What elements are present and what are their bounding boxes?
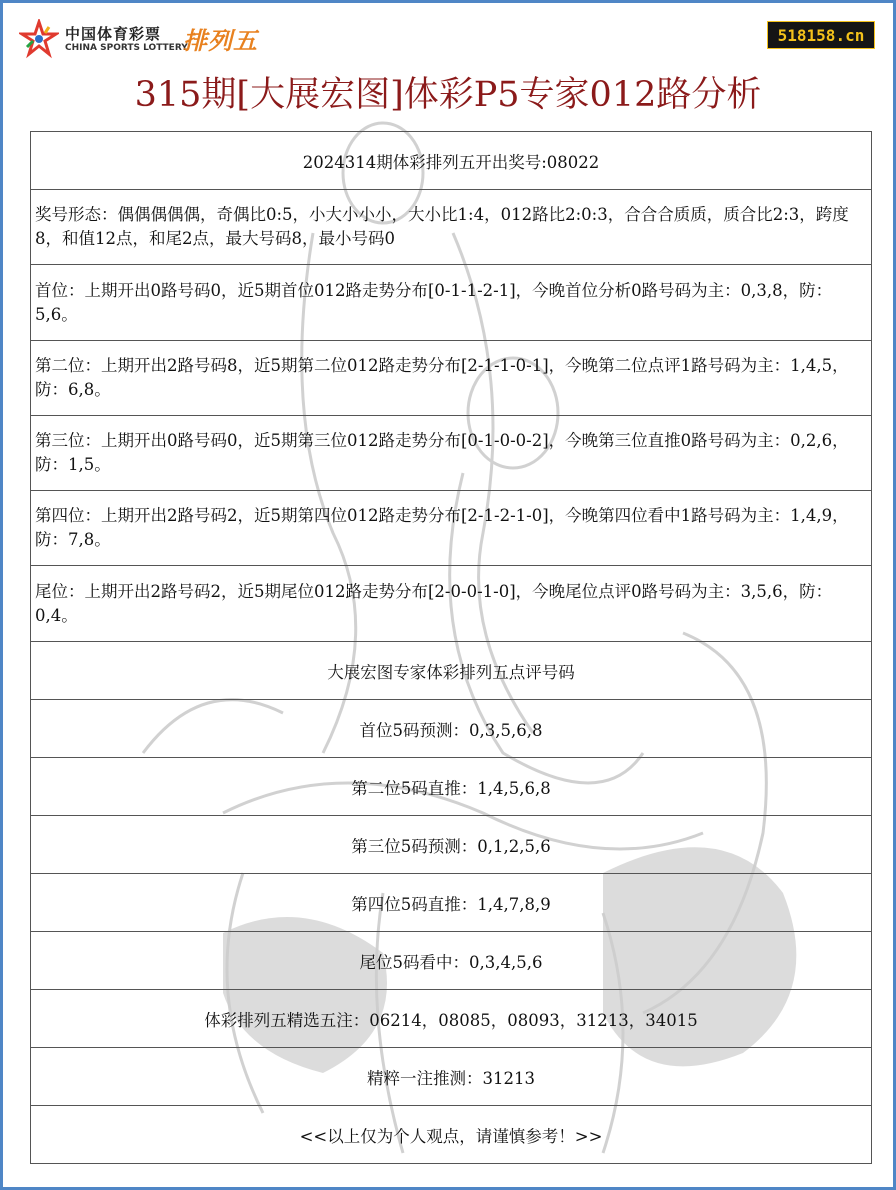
table-row (31, 990, 872, 1048)
table-row (31, 700, 872, 758)
table-row (31, 265, 872, 341)
position-4-prediction-cell: 第四位5码直推：1,4,7,8,9 (31, 874, 872, 932)
single-pick-cell: 精粹一注推测：31213 (31, 1048, 872, 1106)
site-badge[interactable]: 518158.cn (767, 21, 875, 49)
logo-english-text: CHINA SPORTS LOTTERY (65, 43, 188, 53)
five-picks-cell: 体彩排列五精选五注：06214，08085，08093，31213，34015 (31, 990, 872, 1048)
table-row (31, 190, 872, 265)
draw-result-cell: 2024314期体彩排列五开出奖号:08022 (31, 132, 872, 190)
star-logo-icon (19, 19, 59, 59)
table-row (31, 874, 872, 932)
table-row (31, 491, 872, 566)
position-5-analysis-cell: 尾位：上期开出2路号码2，近5期尾位012路走势分布[2-0-0-1-0]，今晚尾位点评0路号码为主：3,5,6，防：0,4。 (31, 566, 872, 642)
table-row (31, 1048, 872, 1106)
table-row (31, 132, 872, 190)
number-pattern-cell: 奖号形态：偶偶偶偶偶，奇偶比0:5，小大小小小，大小比1:4，012路比2:0:3，合合合质质，质合比2:3，跨度8，和值12点，和尾2点，最大号码8，最小号码0 (31, 190, 872, 265)
analysis-table (30, 131, 872, 1164)
logo-game-name: 排列五 (183, 27, 258, 55)
section-heading-cell: 大展宏图专家体彩排列五点评号码 (31, 642, 872, 700)
position-5-prediction-cell: 尾位5码看中：0,3,4,5,6 (31, 932, 872, 990)
position-2-prediction-cell: 第二位5码直推：1,4,5,6,8 (31, 758, 872, 816)
table-row (31, 416, 872, 491)
table-row (31, 341, 872, 416)
logo-chinese-text: 中国体育彩票 (65, 25, 162, 43)
table-row (31, 642, 872, 700)
table-row (31, 1106, 872, 1164)
position-1-prediction-cell: 首位5码预测：0,3,5,6,8 (31, 700, 872, 758)
table-row (31, 816, 872, 874)
disclaimer-cell: <<以上仅为个人观点，请谨慎参考！>> (31, 1106, 872, 1164)
position-3-analysis-cell: 第三位：上期开出0路号码0，近5期第三位012路走势分布[0-1-0-0-2]，今晚第三位直推0路号码为主：0,2,6，防：1,5。 (31, 416, 872, 491)
position-3-prediction-cell: 第三位5码预测：0,1,2,5,6 (31, 816, 872, 874)
lottery-logo (19, 17, 289, 61)
table-row (31, 566, 872, 642)
position-4-analysis-cell: 第四位：上期开出2路号码2，近5期第四位012路走势分布[2-1-2-1-0]，今晚第四位看中1路号码为主：1,4,9，防：7,8。 (31, 491, 872, 566)
table-row (31, 758, 872, 816)
page-title: 315期[大展宏图]体彩P5专家012路分析 (134, 75, 762, 115)
position-1-analysis-cell: 首位：上期开出0路号码0，近5期首位012路走势分布[0-1-1-2-1]，今晚首位分析0路号码为主：0,3,8，防：5,6。 (31, 265, 872, 341)
position-2-analysis-cell: 第二位：上期开出2路号码8，近5期第二位012路走势分布[2-1-1-0-1]，今晚第二位点评1路号码为主：1,4,5，防：6,8。 (31, 341, 872, 416)
table-row (31, 932, 872, 990)
